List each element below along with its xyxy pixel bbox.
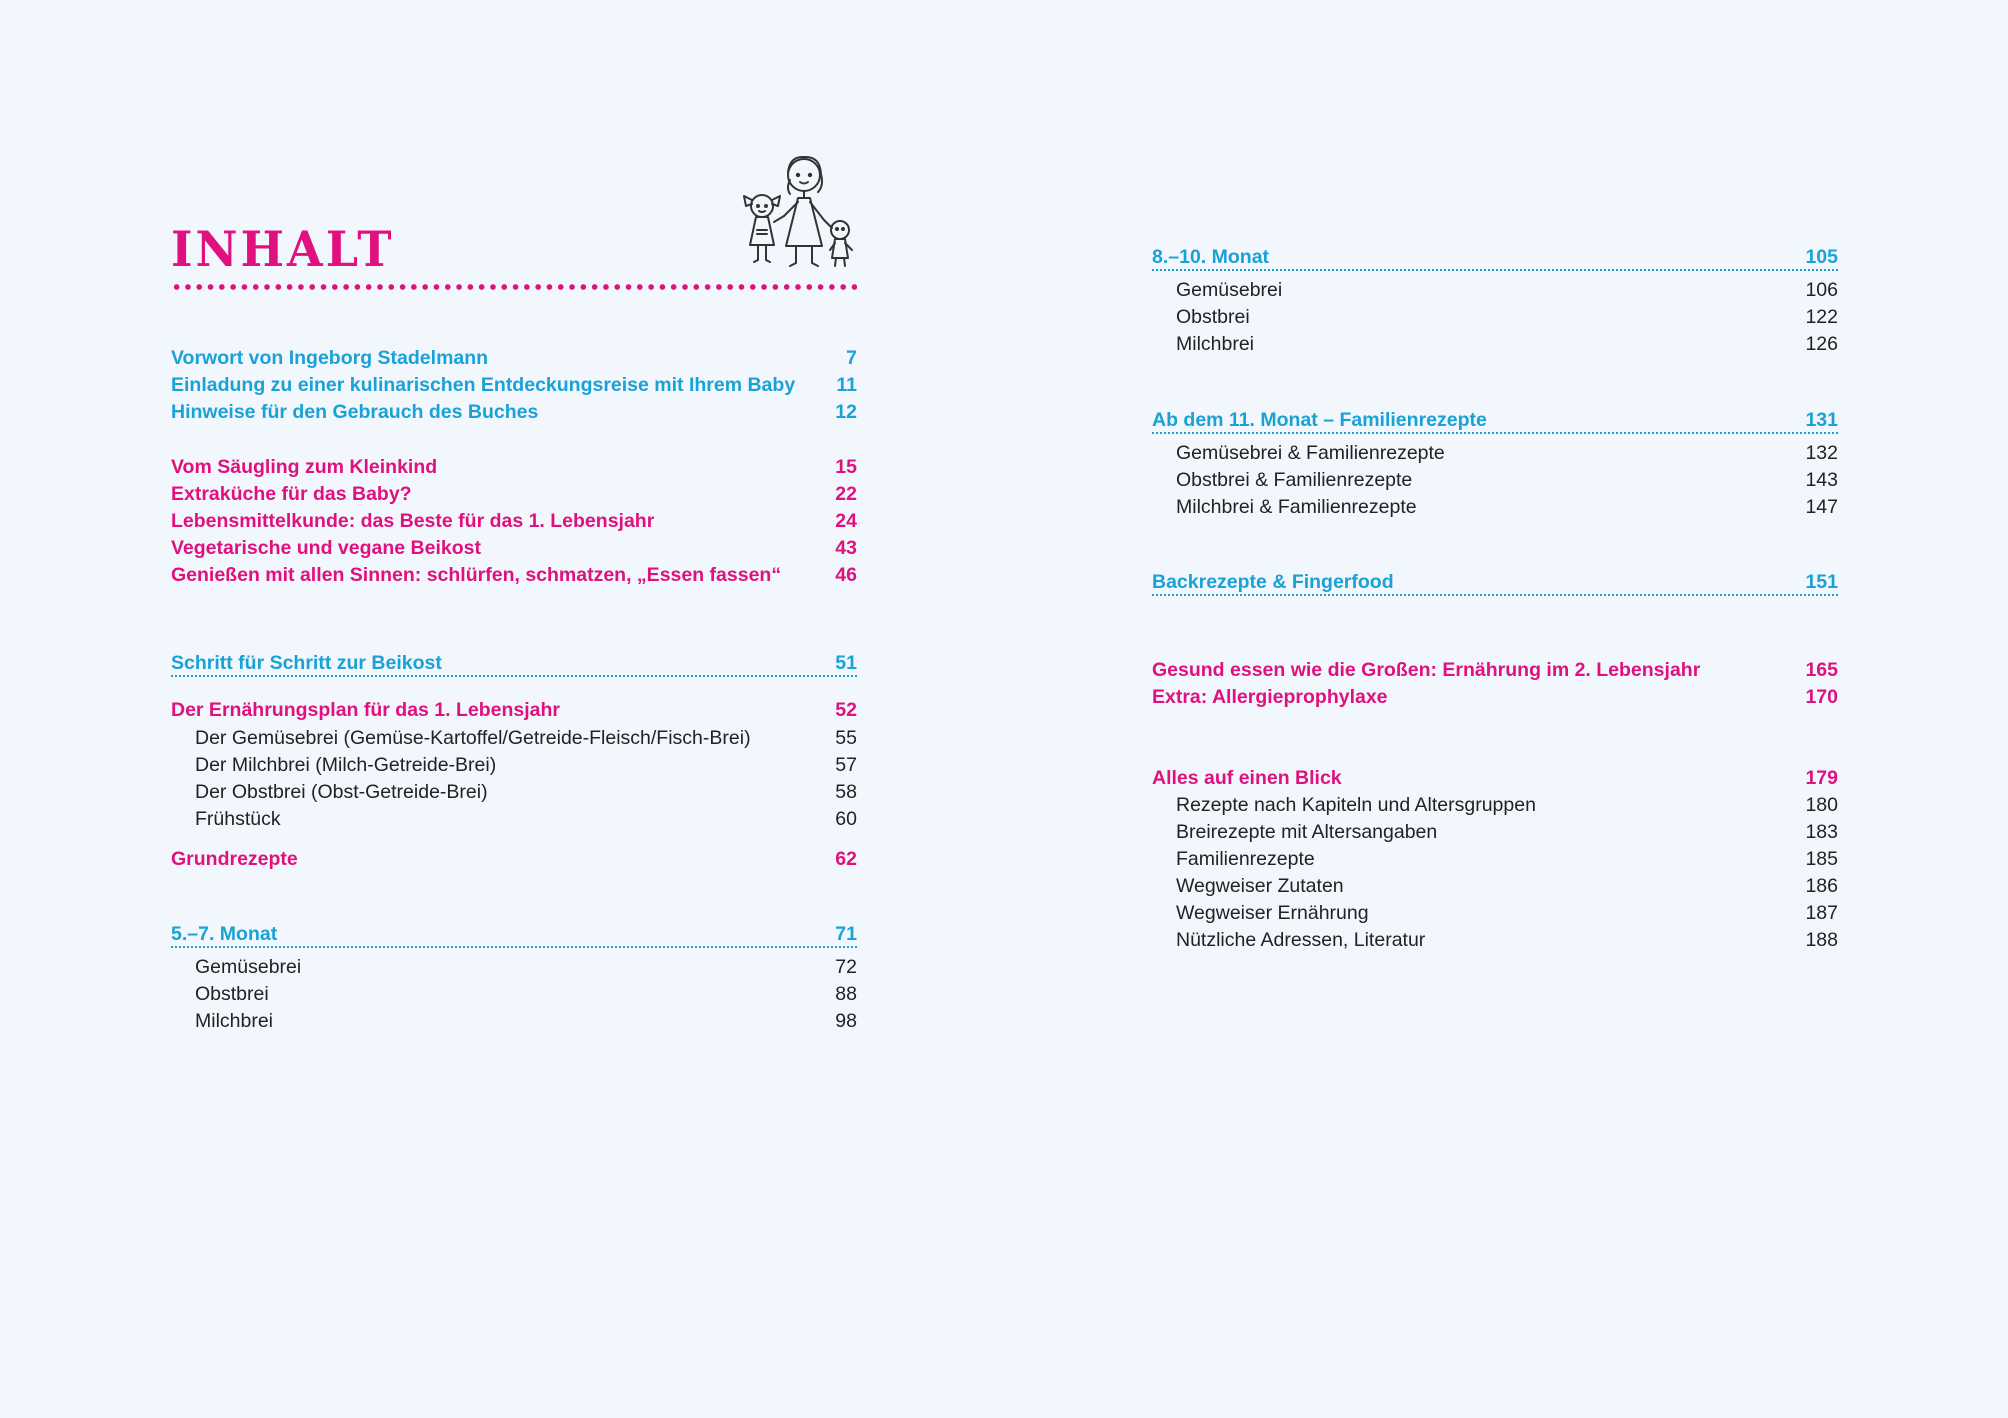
toc-section-heading[interactable]: Ab dem 11. Monat – Familienrezepte 131 bbox=[1152, 407, 1838, 434]
toc-subentry[interactable]: Wegweiser Zutaten 186 bbox=[1176, 875, 1838, 897]
toc-subentry[interactable]: Der Milchbrei (Milch-Getreide-Brei) 57 bbox=[195, 754, 857, 776]
toc-entry[interactable]: Lebensmittelkunde: das Beste für das 1. Lebensjahr 24 bbox=[171, 510, 857, 532]
toc-entry[interactable]: Vom Säugling zum Kleinkind 15 bbox=[171, 456, 857, 478]
toc-subentry[interactable]: Der Obstbrei (Obst-Getreide-Brei) 58 bbox=[195, 781, 857, 803]
toc-subentry[interactable]: Der Gemüsebrei (Gemüse-Kartoffel/Getreide-Fleisch/Fisch-Brei) 55 bbox=[195, 727, 857, 749]
page-title: INHALT bbox=[171, 220, 395, 278]
toc-section-heading[interactable]: Backrezepte & Fingerfood 151 bbox=[1152, 569, 1838, 596]
toc-entry[interactable]: Extraküche für das Baby? 22 bbox=[171, 483, 857, 505]
toc-subentry[interactable]: Milchbrei & Familienrezepte 147 bbox=[1176, 496, 1838, 518]
toc-entry[interactable]: Einladung zu einer kulinarischen Entdeckungsreise mit Ihrem Baby 11 bbox=[171, 374, 857, 396]
toc-entry[interactable]: Extra: Allergieprophylaxe 170 bbox=[1152, 686, 1838, 708]
toc-entry[interactable]: Vegetarische und vegane Beikost 43 bbox=[171, 537, 857, 559]
toc-section-heading[interactable]: Schritt für Schritt zur Beikost 51 bbox=[171, 650, 857, 677]
toc-subentry[interactable]: Gemüsebrei 106 bbox=[1176, 279, 1838, 301]
toc-section-heading[interactable]: 5.–7. Monat 71 bbox=[171, 921, 857, 948]
toc-subentry[interactable]: Gemüsebrei & Familienrezepte 132 bbox=[1176, 442, 1838, 464]
family-line-drawing-icon bbox=[740, 150, 860, 275]
dotted-divider bbox=[171, 283, 857, 291]
toc-subentry[interactable]: Milchbrei 98 bbox=[195, 1010, 857, 1032]
toc-subentry[interactable]: Gemüsebrei 72 bbox=[195, 956, 857, 978]
toc-subentry[interactable]: Obstbrei 122 bbox=[1176, 306, 1838, 328]
toc-subentry[interactable]: Familienrezepte 185 bbox=[1176, 848, 1838, 870]
toc-entry[interactable]: Alles auf einen Blick 179 bbox=[1152, 767, 1838, 789]
toc-entry[interactable]: Der Ernährungsplan für das 1. Lebensjahr 52 bbox=[171, 699, 857, 721]
toc-entry[interactable]: Vorwort von Ingeborg Stadelmann 7 bbox=[171, 347, 857, 369]
toc-subentry[interactable]: Frühstück 60 bbox=[195, 808, 857, 830]
toc-subentry[interactable]: Obstbrei 88 bbox=[195, 983, 857, 1005]
toc-entry[interactable]: Genießen mit allen Sinnen: schlürfen, schmatzen, „Essen fassen“ 46 bbox=[171, 564, 857, 586]
toc-subentry[interactable]: Breirezepte mit Altersangaben 183 bbox=[1176, 821, 1838, 843]
toc-entry[interactable]: Hinweise für den Gebrauch des Buches 12 bbox=[171, 401, 857, 423]
toc-entry[interactable]: Gesund essen wie die Großen: Ernährung im 2. Lebensjahr 165 bbox=[1152, 659, 1838, 681]
toc-section-heading[interactable]: 8.–10. Monat 105 bbox=[1152, 244, 1838, 271]
toc-subentry[interactable]: Wegweiser Ernährung 187 bbox=[1176, 902, 1838, 924]
toc-subentry[interactable]: Obstbrei & Familienrezepte 143 bbox=[1176, 469, 1838, 491]
toc-subentry[interactable]: Milchbrei 126 bbox=[1176, 333, 1838, 355]
toc-entry[interactable]: Grundrezepte 62 bbox=[171, 848, 857, 870]
toc-subentry[interactable]: Rezepte nach Kapiteln und Altersgruppen 180 bbox=[1176, 794, 1838, 816]
toc-subentry[interactable]: Nützliche Adressen, Literatur 188 bbox=[1176, 929, 1838, 951]
